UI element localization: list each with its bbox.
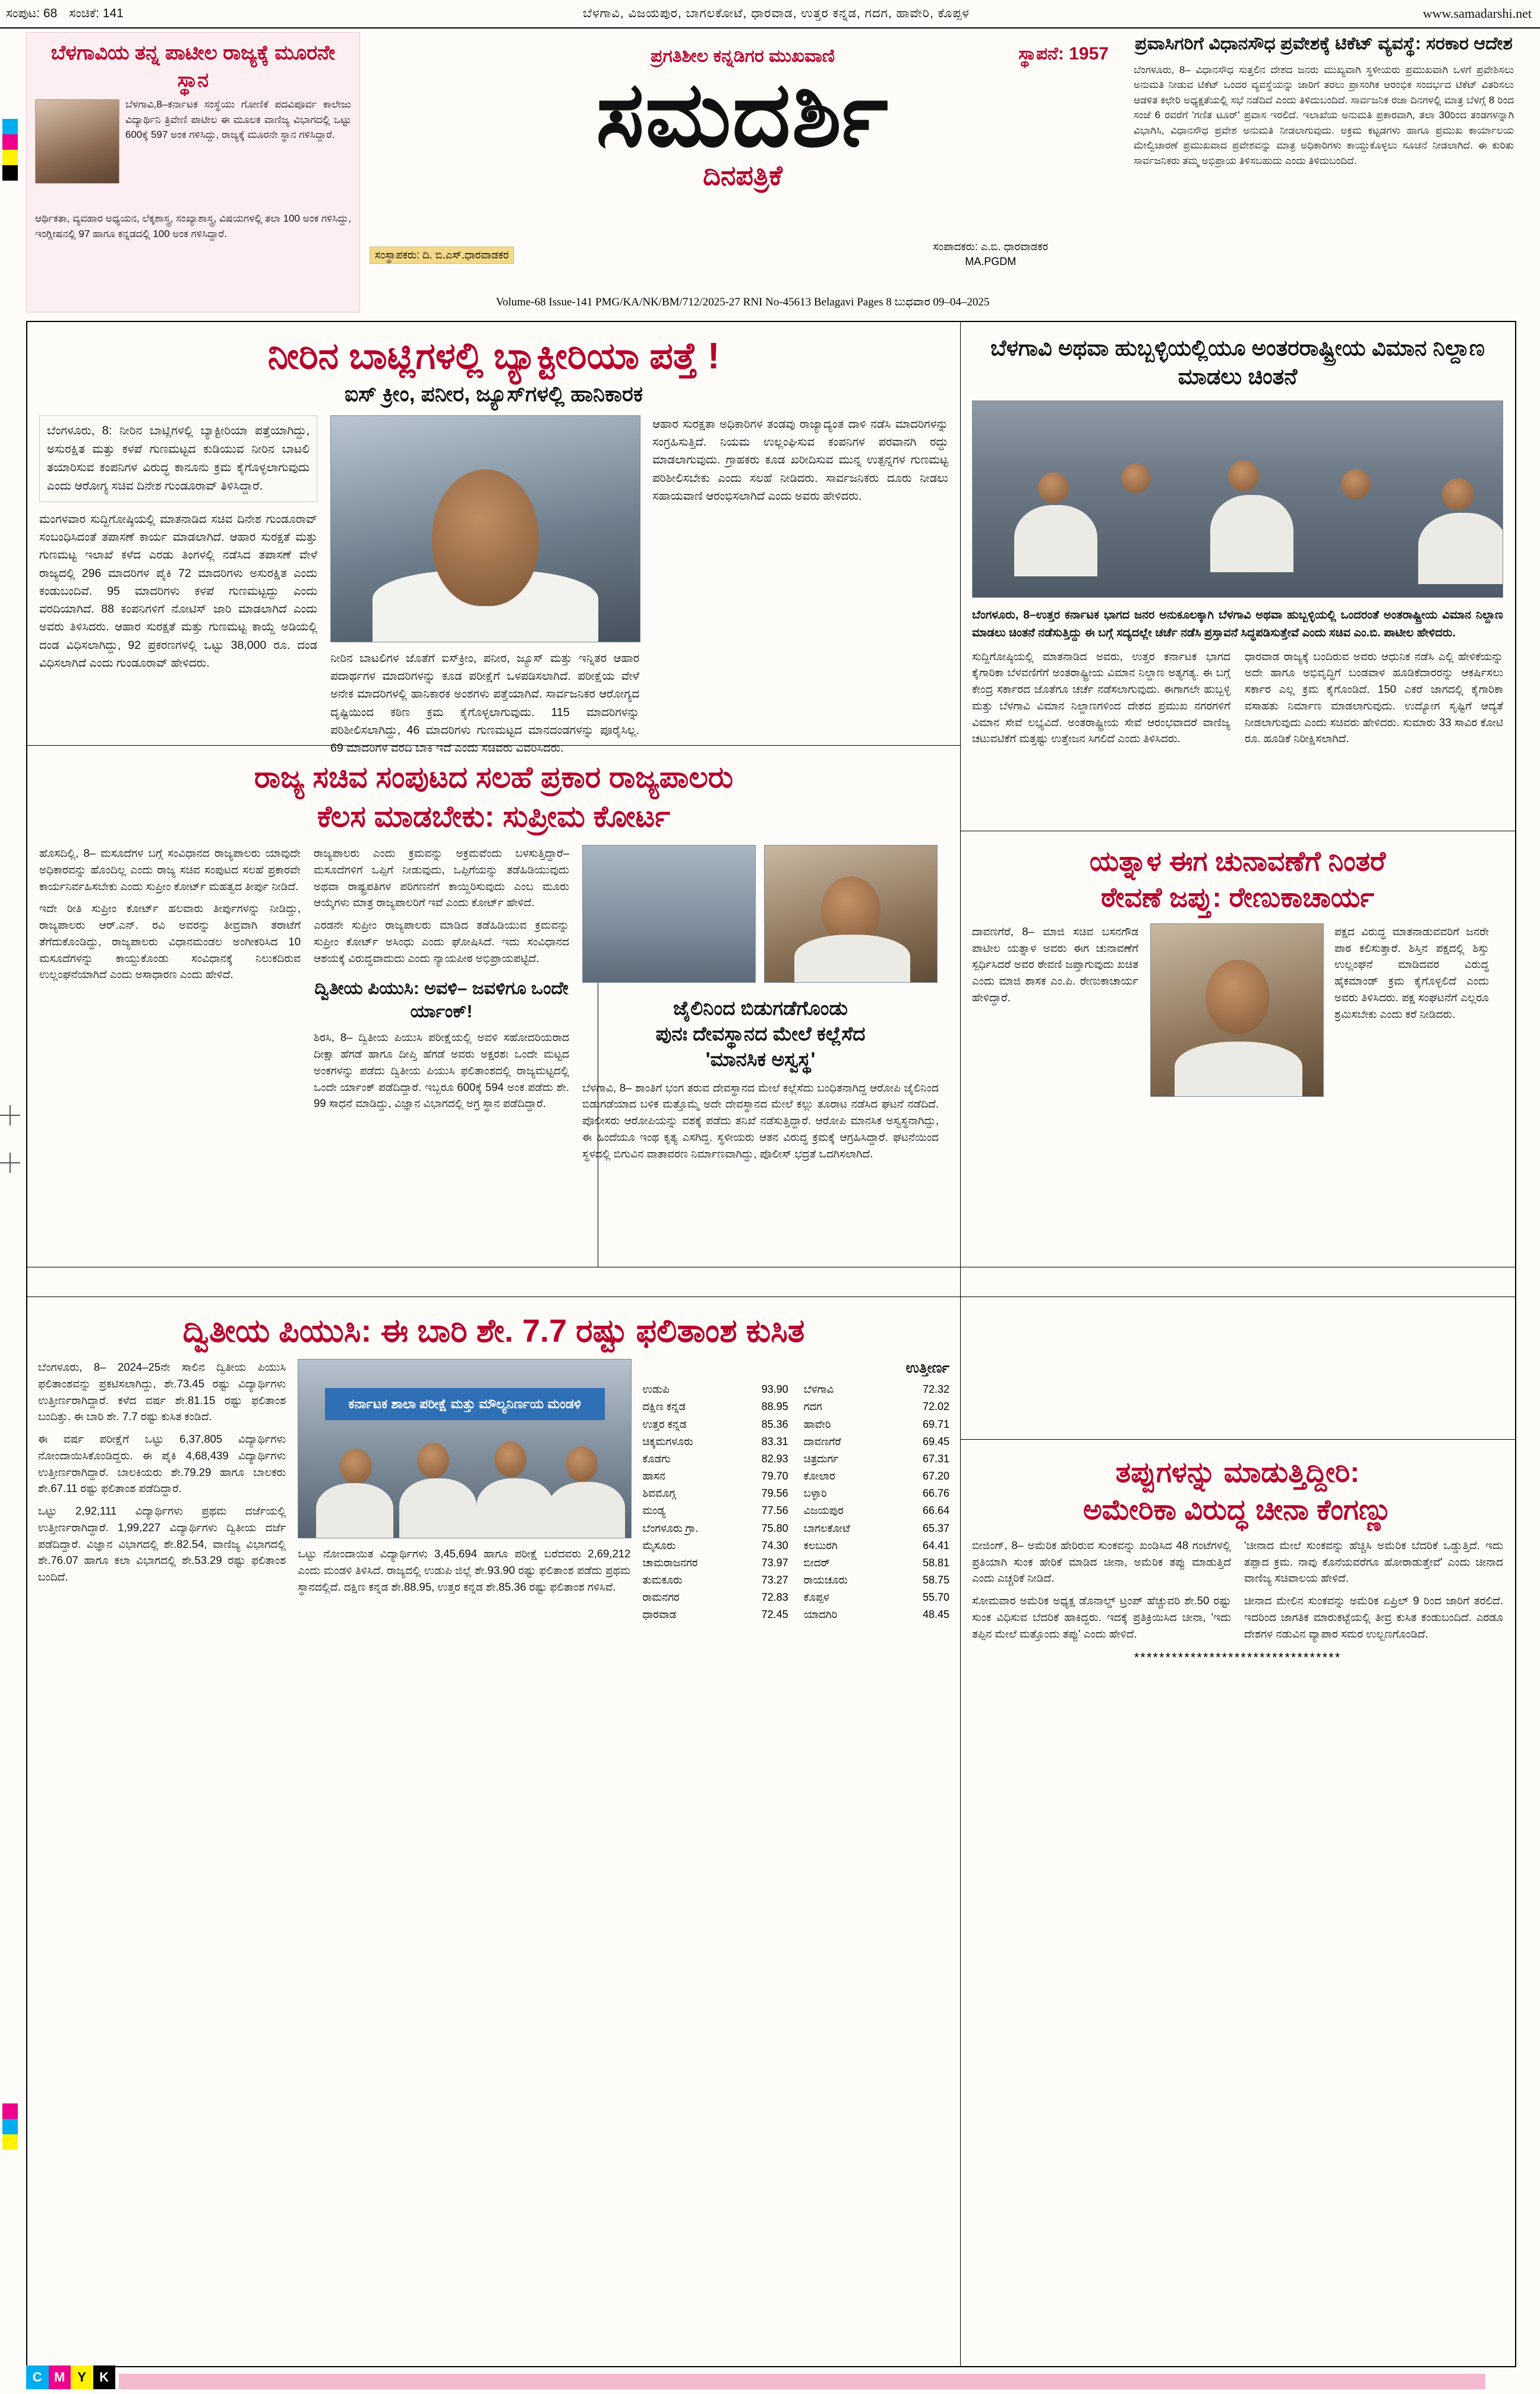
color-bar-yellow-2 <box>2 2134 18 2150</box>
district-percent: 48.45 <box>922 1608 949 1621</box>
volume-line: Volume-68 Issue-141 PMG/KA/NK/BM/712/2025-27 RNI No-45613 Belagavi Pages 8 ಬುಧವಾರ 09–04–2025 <box>496 296 990 308</box>
cmyk-m: M <box>49 2365 71 2389</box>
masthead-right-headline: ಪ್ರವಾಸಿಗರಿಗೆ ವಿಧಾನಸೌಧ ಪ್ರವೇಶಕ್ಕೆ ಟಿಕೆಟ್ ವ್ಯವಸ್ಥೆ: ಸರಕಾರ ಆದೇಶ <box>1135 34 1513 53</box>
district-name: ಬೀದರ್ <box>803 1556 830 1569</box>
district-name: ಗದಗ <box>803 1401 822 1413</box>
jail-body: ಬೆಳಗಾವಿ, 8– ಶಾಂತಿಗೆ ಭಂಗ ತರುವ ದೇವಸ್ಥಾನದ ಮೇಲೆ ಕಲ್ಲೆಸೆದು ಬಂಧಿತನಾಗಿದ್ದ ಆರೋಪಿ ಜೈಲಿನಿಂದ ಬಿಡುಗಡೆಯಾದ ಬಳಿಕ ಮತ್ತೊಮ್ಮೆ ಅದೇ ದೇವಸ್ಥಾನದ ಮೇಲೆ ಕಲ್ಲು ತೂರಾಟ ನಡೆಸಿದ ಘಟನೆ ನಡೆದಿದೆ. ಪೊಲೀಸರು ಆರೋಪಿಯನ್ನು ವಶಕ್ಕೆ ಪಡೆದು ತನಿಖೆ ನಡೆಸುತ್ತಿದ್ದಾರೆ. ಆರೋಪಿ ಮಾನಸಿಕ ಅಸ್ವಸ್ಥನಾಗಿದ್ದು, ಈ ಹಿಂದೆಯೂ ಇಂಥ ಕೃತ್ಯ ಎಸಗಿದ್ದ. ಸ್ಥಳೀಯರು ಆತನ ವಿರುದ್ಧ ಕ್ರಮಕ್ಕೆ ಆಗ್ರಹಿಸಿದ್ದಾರೆ. ಘಟನೆಯಿಂದ ಸ್ಥಳದಲ್ಲಿ ಬಿಗುವಿನ ವಾತಾವರಣ ನಿರ್ಮಾಣವಾಗಿದ್ದು, ಪೊಲೀಸ್ ಭದ್ರತೆ ಒದಗಿಸಲಾಗಿದೆ. <box>582 1081 939 1160</box>
twins-body: ಶಿರಸಿ, 8– ದ್ವಿತೀಯ ಪಿಯುಸಿ ಪರೀಕ್ಷೆಯಲ್ಲಿ ಅವಳಿ ಸಹೋದರಿಯರಾದ ದೀಕ್ಷಾ ಹೆಗಡೆ ಹಾಗೂ ದೀಪ್ತಿ ಹೆಗಡೆ ಅವರು ಅಕ್ಷರಶಃ ಒಂದೇ ಮಟ್ಟದ ಅಂಕಗಳನ್ನು ಪಡೆದು ದ್ವಿತೀಯ ಪಿಯುಸಿ ಫಲಿತಾಂಶದಲ್ಲಿ ರಾಜ್ಯಮಟ್ಟದಲ್ಲಿ ಒಂದೇ ರ್ಯಾಂಕ್ ಪಡೆದಿದ್ದಾರೆ. ಇಬ್ಬರೂ 600ಕ್ಕೆ 594 ಅಂಕ ಪಡೆದು ಶೇ. 99 ಸಾಧನೆ ಮಾಡಿದ್ದು, ವಿಜ್ಞಾನ ವಿಭಾಗದಲ್ಲಿ ಅಗ್ರ ಸ್ಥಾನ ಪಡೆದಿದ್ದಾರೆ. <box>314 1031 569 1110</box>
district-name: ಕೊಪ್ಪಳ <box>803 1591 829 1604</box>
district-percent: 55.70 <box>922 1591 949 1604</box>
color-bar-cyan-2 <box>2 2119 18 2134</box>
masthead-center <box>366 29 1119 315</box>
district-percent: 72.02 <box>922 1401 949 1413</box>
masthead-left-body: ಬೆಳಗಾವಿ,8–ಕರ್ನಾಟಕ ಸಂಸ್ಥೆಯು ಗೋಣಿಕೆ ಪದವಿಪೂರ್ವ ಕಾಲೇಜು ವಿದ್ಯಾರ್ಥಿನಿ ತ್ರಿವೇಣಿ ಪಾಟೀಲ ಈ ಮೂಲಕ ವಾಣಿಜ್ಯ ವಿಭಾಗದಲ್ಲಿ ಒಟ್ಟು 600ಕ್ಕೆ 597 ಅಂಕ ಗಳಿಸಿದ್ದು, ರಾಜ್ಯಕ್ಕೆ ಮೂರನೇ ಸ್ಥಾನ ಗಳಿಸಿದ್ದಾರೆ. <box>125 99 351 140</box>
airport-deck: ಬೆಂಗಳೂರು, 8–ಉತ್ತರ ಕರ್ನಾಟಕ ಭಾಗದ ಜನರ ಅನುಕೂಲಕ್ಕಾಗಿ ಬೆಳಗಾವಿ ಅಥವಾ ಹುಬ್ಬಳ್ಳಿಯಲ್ಲಿ ಒಂದರಂತೆ ಅಂತರಾಷ್ಟ್ರೀಯ ವಿಮಾನ ನಿಲ್ದಾಣ ಮಾಡಲು ಚಿಂತನೆ ನಡೆಸುತ್ತಿದ್ದು ಈ ಬಗ್ಗೆ ಸದ್ಯದಲ್ಲೇ ಚರ್ಚೆ ನಡೆಸಿ ಪ್ರಸ್ತಾವನೆ ಸಿದ್ಧಪಡಿಸುತ್ತೇವೆ ಎಂದು ಸಚಿವ ಎಂ.ಬಿ. ಪಾಟೀಲ ಹೇಳಿದರು. <box>972 608 1503 640</box>
district-name: ರಾಯಚೂರು <box>803 1574 848 1586</box>
puc-headline: ದ್ವಿತೀಯ ಪಿಯುಸಿ: ಈ ಬಾರಿ ಶೇ. 7.7 ರಷ್ಟು ಫಲಿತಾಂಶ ಕುಸಿತ <box>182 1313 805 1349</box>
result-announcement-photo <box>298 1359 632 1538</box>
district-result-row <box>804 1468 949 1485</box>
district-percent: 67.31 <box>922 1452 949 1465</box>
color-bar-magenta-2 <box>2 2103 18 2119</box>
editor-credit <box>933 239 1048 269</box>
china-col2: 'ಚೀನಾದ ಮೇಲೆ ಸುಂಕವನ್ನು ಹೆಚ್ಚಿಸಿ ಅಮೆರಿಕ ಬೆದರಿಕೆ ಒಡ್ಡುತ್ತಿದೆ. ಇದು ತಪ್ಪಾದ ಕ್ರಮ. ನಾವು ಕೊನೆಯವರೆಗೂ ಹೋರಾಡುತ್ತೇವೆ' ಎಂದು ಚೀನಾದ ವಾಣಿಜ್ಯ ಸಚಿವಾಲಯ ಹೇಳಿದೆ. <box>1244 1538 1503 1585</box>
bottom-color-band <box>119 2374 1485 2389</box>
issue-label: ಸಂಚಿಕೆ: 141 <box>69 7 124 20</box>
puc-story <box>27 1301 960 1623</box>
volume-label: ಸಂಪುಟ: 68 <box>6 7 58 20</box>
jail-headline-line2: ಪುನಃ ದೇವಸ್ಥಾನದ ಮೇಲೆ ಕಲ್ಲೆಸೆದ <box>655 1022 866 1045</box>
district-result-row <box>804 1589 949 1606</box>
district-name: ಶಿವಮೊಗ್ಗ <box>642 1487 676 1500</box>
district-name: ದಾವಣಗೆರೆ <box>803 1435 841 1447</box>
district-percent: 77.56 <box>761 1504 788 1517</box>
district-result-row <box>804 1416 949 1433</box>
registration-mark-left <box>0 1105 20 1125</box>
district-percent: 93.90 <box>761 1383 788 1396</box>
district-percent: 73.97 <box>761 1556 788 1569</box>
district-percent: 64.41 <box>922 1539 949 1551</box>
district-result-row <box>804 1572 949 1589</box>
governor-col1: ಹೊಸದಿಲ್ಲಿ, 8– ಮಸೂದೆಗಳ ಬಗ್ಗೆ ಸಂವಿಧಾನದ ರಾಜ್ಯಪಾಲರು ಯಾವುದೇ ಅಧಿಕಾರವನ್ನು ಹೊಂದಿಲ್ಲ ಎಂದು ರಾಜ್ಯ ಸಚಿವ ಸಂಪುಟದ ಸಲಹೆ ಪ್ರಕಾರವೇ ಕಾರ್ಯನಿರ್ವಹಿಸಬೇಕು ಎಂದು ಸುಪ್ರೀಂ ಕೋರ್ಟ್ ಮಹತ್ವದ ತೀರ್ಪು ನೀಡಿದೆ. <box>39 847 301 892</box>
china-headline-line2: ಅಮೇರಿಕಾ ವಿರುದ್ಧ ಚೀನಾ ಕೆಂಗಣ್ಣು <box>1083 1494 1392 1526</box>
tagline: ಪ್ರಗತಿಶೀಲ ಕನ್ನಡಿಗರ ಮುಖವಾಣಿ <box>650 46 835 66</box>
china-headline-line1: ತಪ್ಪುಗಳನ್ನು ಮಾಡುತ್ತಿದ್ದೀರಿ: <box>1115 1457 1360 1488</box>
puc-col3: ಒಟ್ಟು ನೋಂದಾಯಿತ ವಿದ್ಯಾರ್ಥಿಗಳು 3,45,694 ಹಾಗೂ ಪರೀಕ್ಷೆ ಬರೆದವರು 2,69,212 ಎಂದು ಮಂಡಳಿ ತಿಳಿಸಿದೆ. ರಾಜ್ಯದಲ್ಲಿ ಉಡುಪಿ ಜಿಲ್ಲೆ ಶೇ.93.90 ರಷ್ಟು ಫಲಿತಾಂಶ ಪಡೆದು ಪ್ರಥಮ ಸ್ಥಾನದಲ್ಲಿದೆ. ದಕ್ಷಿಣ ಕನ್ನಡ ಶೇ.88.95, ಉತ್ತರ ಕನ್ನಡ ಶೇ.85.36 ರಷ್ಟು ಫಲಿತಾಂಶ ಗಳಿಸಿವೆ. <box>298 1547 631 1593</box>
district-name: ಕೊಡಗು <box>642 1452 671 1465</box>
district-name: ಹಾವೇರಿ <box>803 1418 831 1430</box>
renuka-story <box>960 833 1515 1097</box>
district-result-row <box>642 1572 788 1589</box>
district-result-row <box>642 1468 788 1485</box>
district-name: ಚಿತ್ರದುರ್ಗ <box>803 1452 839 1465</box>
china-col1b: ಸೋಮವಾರ ಅಮೆರಿಕ ಅಧ್ಯಕ್ಷ ಡೊನಾಲ್ಡ್ ಟ್ರಂಪ್ ಹೆಚ್ಚುವರಿ ಶೇ.50 ರಷ್ಟು ಸುಂಕ ವಿಧಿಸುವ ಬೆದರಿಕೆ ಹಾಕಿದ್ದರು. ಇದಕ್ಕೆ ಪ್ರತಿಕ್ರಿಯಿಸಿದ ಚೀನಾ, 'ಇದು ತಪ್ಪಿನ ಮೇಲೆ ಮತ್ತೊಂದು ತಪ್ಪು' ಎಂದು ಹೇಳಿದೆ. <box>972 1594 1231 1640</box>
district-name: ಉತ್ತರ ಕನ್ನಡ <box>642 1418 687 1430</box>
district-name: ಬೆಳಗಾವಿ <box>803 1383 834 1396</box>
governor-portrait-photo <box>764 845 938 983</box>
district-name: ದಕ್ಷಿಣ ಕನ್ನಡ <box>642 1401 686 1413</box>
district-percent: 58.75 <box>922 1574 949 1586</box>
district-name: ಕೋಲಾರ <box>803 1470 835 1483</box>
district-name: ಹಾಸನ <box>642 1470 665 1483</box>
photo-banner-text: ಕರ್ನಾಟಕ ಶಾಲಾ ಪರೀಕ್ಷೆ ಮತ್ತು ಮೌಲ್ಯನಿರ್ಣಯ ಮಂಡಳಿ <box>325 1388 604 1420</box>
founder-credit: ಸಂಸ್ಥಾಪಕರು: ದಿ. ಬಿ.ಎಸ್.ಧಾರವಾಡಕರ <box>370 247 514 264</box>
masthead-right-story <box>1134 32 1514 311</box>
district-percent: 75.80 <box>761 1522 788 1534</box>
paper-subtitle: ದಿನಪತ್ರಿಕೆ <box>703 159 782 191</box>
supreme-court-photo <box>582 845 756 983</box>
lead-subhead: ಐಸ್ ಕ್ರೀಂ, ಪನೀರ, ಜ್ಯೂಸ್‌ಗಳಲ್ಲಿ ಹಾನಿಕಾರಕ <box>344 381 643 406</box>
district-result-row <box>642 1554 788 1572</box>
airport-story <box>960 322 1515 747</box>
district-percent: 65.37 <box>922 1522 949 1534</box>
cmyk-k: K <box>93 2365 116 2389</box>
governor-story <box>27 747 960 1162</box>
district-result-row <box>642 1589 788 1606</box>
cmyk-indicator <box>26 2365 115 2389</box>
district-name: ವಿಜಯಪುರ <box>803 1504 844 1517</box>
district-name: ಚಿಕ್ಕಮಗಳೂರು <box>642 1435 693 1447</box>
district-result-row <box>804 1433 949 1450</box>
masthead-right-body: ಬೆಂಗಳೂರು, 8– ವಿಧಾನಸೌಧ ಸುತ್ತಲಿನ ದೇಶದ ಜನರು ಮುಖ್ಯವಾಗಿ ಸ್ಥಳೀಯರು ಪ್ರಮುಖವಾಗಿ ಒಳಗೆ ಪ್ರವೇಶಿಸಲು ಅನುಮತಿ ನೀಡುವ ಟಿಕೆಟ್ ಒಂದರ ವ್ಯವಸ್ಥೆಯನ್ನು ಜಾರಿಗೆ ತರಲು ಪ್ರಾಸಂಗಿಕ ಆರಂಭಿಕ ಸಂದರ್ಭದ ಟಿಕೆಟ್ ವಿತರಿಸಲು ಆಡಳಿತ ಕಛೇರಿ ಅಧ್ಯಕ್ಷತೆಯಲ್ಲಿ ಸಭೆ ನಡೆದಿದೆ ಎಂದು ತಿಳಿದುಬಂದಿದೆ. ಸಾರ್ವಜನಿಕ ರಜಾ ದಿನಗಳಲ್ಲಿ ಮಾತ್ರ ಬೆಳಗ್ಗೆ 8 ರಿಂದ ಸಂಜೆ 6 ರವರೆಗೆ 'ಗಣಿತ ಟೂರ್' ಪ್ರವಾಸ ಇರಲಿದೆ. ಇಲಾಖೆಯ ಅನುಮತಿ ಪ್ರಕಾರವಾಗಿ, ತಲಾ 30ರಿಂದ ತಂಡಗಳನ್ನಾಗಿ ವಿಭಾಗಿಸಿ, ವಿಧಾನಸೌಧ ಪ್ರವೇಶ ಅನುಮತಿ ನೀಡಲಾಗುವುದು. ಅಕ್ರಮ ಕಟ್ಟಡಗಳು ಹಾಗೂ ಪ್ರಮುಖ ಕಾರ್ಯಾಲಯ ಮೇಲ್ವಿಚಾರಣೆ ಪ್ರಮುಖವಾದ ಪ್ರವೇಶವನ್ನು ಮಾತ್ರ ಅಧಿಕಾರಿಗಳು ಕಾಯ್ದುಕೊಳ್ಳಲು ಸೂಚನೆ ನೀಡಲಾಗಿದೆ. ಈ ಕುರಿತು ಸಾರ್ವಜನಿಕರು ತಮ್ಮ ಅಭಿಪ್ರಾಯ ತಿಳಿಸಬಹುದು ಎಂದು ತಿಳಿದುಬಂದಿದೆ. <box>1134 64 1514 166</box>
district-name: ಬಳ್ಳಾರಿ <box>803 1487 827 1500</box>
district-name: ರಾಮನಗರ <box>642 1591 680 1604</box>
district-percent: 79.56 <box>761 1487 788 1500</box>
district-result-row <box>804 1606 949 1623</box>
district-percent: 82.93 <box>761 1452 788 1465</box>
established-year: ಸ್ಥಾಪನೆ: 1957 <box>1018 44 1109 64</box>
district-result-row <box>642 1450 788 1468</box>
editor-name: ಸಂಪಾದಕರು: ಎ.ಬಿ. ಧಾರವಾಡಕರ <box>933 241 1048 253</box>
student-photo <box>35 99 119 184</box>
district-percent: 66.64 <box>922 1504 949 1517</box>
district-percent: 66.76 <box>922 1487 949 1500</box>
district-percent: 88.95 <box>761 1401 788 1413</box>
renuka-col1: ದಾವಣಗೆರೆ, 8– ಮಾಜಿ ಸಚಿವ ಬಸನಗೌಡ ಪಾಟೀಲ ಯತ್ನಾಳ ಅವರು ಈಗ ಚುನಾವಣೆಗೆ ಸ್ಪರ್ಧಿಸಿದರೆ ಅವರ ಠೇವಣಿ ಜಪ್ತಾಗುವುದು ಖಚಿತ ಎಂದು ಮಾಜಿ ಶಾಸಕ ಎಂ.ಪಿ. ರೇಣುಕಾಚಾರ್ಯ ಹೇಳಿದ್ದಾರೆ. <box>972 925 1138 1004</box>
registration-mark-left-2 <box>0 1153 20 1173</box>
district-result-row <box>642 1502 788 1519</box>
district-name: ತುಮಕೂರು <box>642 1574 683 1586</box>
governor-col2: ರಾಜ್ಯಪಾಲರು ಎಂದು ಕ್ರಮವನ್ನು ಅಕ್ರಮವೆಂದು ಬಳಸುತ್ತಿದ್ದಾರೆ– ಮಸೂದೆಗಳಿಗೆ ಒಪ್ಪಿಗೆ ನೀಡುವುದು, ಒಪ್ಪಿಗೆಯನ್ನು ತಡೆಹಿಡಿಯುವುದು ಅಥವಾ ರಾಷ್ಟ್ರಪತಿಗಳ ಪರಿಗಣನೆಗೆ ಕಾಯ್ದಿರಿಸುವುದು ಎಂಬ ಮೂರು ಆಯ್ಕೆಗಳು ಮಾತ್ರ ರಾಜ್ಯಪಾಲರಿಗೆ ಇವೆ ಎಂದು ಕೋರ್ಟ್ ಹೇಳಿದೆ. <box>314 847 569 909</box>
district-name: ಬೆಂಗಳೂರು ಗ್ರಾ. <box>642 1522 699 1534</box>
district-result-row <box>804 1520 949 1537</box>
district-result-row <box>642 1537 788 1554</box>
district-result-row <box>804 1381 949 1398</box>
district-percent: 67.20 <box>922 1470 949 1483</box>
district-result-row <box>642 1381 788 1398</box>
governor-col1b: ಇದೇ ರೀತಿ ಸುಪ್ರೀಂ ಕೋರ್ಟ್ ಹಲವಾರು ತೀರ್ಪುಗಳನ್ನು ನೀಡಿದ್ದು, ರಾಜ್ಯಪಾಲರು ಆರ್.ಎನ್. ರವಿ ಅವರನ್ನು ತೀವ್ರವಾಗಿ ತರಾಟೆಗೆ ತೆಗೆದುಕೊಂಡಿದ್ದು, ರಾಜ್ಯಪಾಲರು ವಿಧಾನಮಂಡಲ ಅಂಗೀಕರಿಸಿದ 10 ಮಸೂದೆಗಳನ್ನು ಕಾಯ್ದುಕೊಂಡು ಸಂವಿಧಾನಕ್ಕೆ ನಿಲುಕದಿರುವ ಉಲ್ಲಂಘನೆಯಾಗಿದೆ ಎಂದು ಅಸಾಧಾರಣ ಎಂದು ಹೇಳಿದೆ. <box>39 902 301 981</box>
district-percent: 72.45 <box>761 1608 788 1621</box>
district-result-row <box>642 1433 788 1450</box>
district-name: ಮಂಡ್ಯ <box>642 1504 666 1517</box>
editions-list: ಬೆಳಗಾವಿ, ವಿಜಯಪುರ, ಬಾಗಲಕೋಟೆ, ಧಾರವಾಡ, ಉತ್ತರ ಕನ್ನಡ, ಗದಗ, ಹಾವೇರಿ, ಕೊಪ್ಪಳ <box>582 7 970 20</box>
paper-title: ಸಮದರ್ಶಿ <box>596 64 889 165</box>
district-name: ಬಾಗಲಕೋಟೆ <box>803 1522 850 1534</box>
district-name: ಉಡುಪಿ <box>642 1383 670 1396</box>
divider-h4 <box>960 1439 1515 1440</box>
district-percent: 74.30 <box>761 1539 788 1551</box>
content-frame <box>26 321 1516 2367</box>
district-percent: 72.32 <box>922 1383 949 1396</box>
jail-headline-line1: ಜೈಲಿನಿಂದ ಬಿಡುಗಡೆಗೊಂಡು <box>673 997 848 1019</box>
masthead-left-story <box>26 32 360 313</box>
district-result-row <box>642 1606 788 1623</box>
china-col2b: ಚೀನಾದ ಮೇಲಿನ ಸುಂಕವನ್ನು ಅಮೆರಿಕ ಏಪ್ರಿಲ್ 9 ರಿಂದ ಜಾರಿಗೆ ತರಲಿದೆ. ಇದರಿಂದ ಜಾಗತಿಕ ಮಾರುಕಟ್ಟೆಯಲ್ಲಿ ತೀವ್ರ ಕುಸಿತ ಕಂಡುಬಂದಿದೆ. ಎರಡೂ ದೇಶಗಳ ನಡುವಿನ ವ್ಯಾಪಾರ ಸಮರ ಉಲ್ಬಣಗೊಂಡಿದೆ. <box>1244 1594 1503 1640</box>
puc-col1: ಬೆಂಗಳೂರು, 8– 2024–25ನೇ ಸಾಲಿನ ದ್ವಿತೀಯ ಪಿಯುಸಿ ಫಲಿತಾಂಶವನ್ನು ಪ್ರಕಟಿಸಲಾಗಿದ್ದು, ಶೇ.73.45 ರಷ್ಟು ವಿದ್ಯಾರ್ಥಿಗಳು ಉತ್ತೀರ್ಣರಾಗಿದ್ದಾರೆ. ಕಳೆದ ವರ್ಷ ಶೇ.81.15 ರಷ್ಟು ಫಲಿತಾಂಶ ಬಂದಿತ್ತು. ಈ ಬಾರಿ ಶೇ. 7.7 ರಷ್ಟು ಕುಸಿತ ಕಂಡಿದೆ. <box>38 1361 286 1423</box>
district-name: ಯಾದಗಿರಿ <box>803 1608 838 1621</box>
editor-degree: MA.PGDM <box>965 255 1017 267</box>
district-result-row <box>642 1520 788 1537</box>
website-url[interactable]: www.samadarshi.net <box>1422 6 1532 21</box>
district-result-row <box>642 1398 788 1415</box>
masthead-left-body2: ಆರ್ಥಿಕತಾ, ವ್ಯವಹಾರ ಅಧ್ಯಯನ, ಲೆಕ್ಕಶಾಸ್ತ್ರ, ಸಂಖ್ಯಾಶಾಸ್ತ್ರ, ವಿಷಯಗಳಲ್ಲಿ ತಲಾ 100 ಅಂಕ ಗಳಿಸಿದ್ದು, ಇಂಗ್ಲೀಷನಲ್ಲಿ 97 ಹಾಗೂ ಕನ್ನಡದಲ್ಲಿ 100 ಅಂಕ ಗಳಿಸಿದ್ದಾರೆ. <box>35 213 351 239</box>
district-name: ಮೈಸೂರು <box>642 1539 676 1551</box>
district-results-list <box>642 1381 949 1623</box>
district-result-row <box>642 1485 788 1502</box>
district-percent: 69.71 <box>922 1418 949 1430</box>
district-result-row <box>804 1554 949 1572</box>
district-result-row <box>804 1485 949 1502</box>
governor-headline-line2: ಕೆಲಸ ಮಾಡಬೇಕು: ಸುಪ್ರೀಮ ಕೋರ್ಟ <box>317 800 671 833</box>
district-result-row <box>804 1502 949 1519</box>
lead-col1: ಮಂಗಳವಾರ ಸುದ್ದಿಗೋಷ್ಠಿಯಲ್ಲಿ ಮಾತನಾಡಿದ ಸಚಿವ ದಿನೇಶ ಗುಂಡೂರಾವ್ ಸಂಬಂಧಿಸಿದಂತೆ ತಪಾಸಣೆ ಕಾರ್ಯ ಮಾಡಲಾಗಿದೆ. ಆಹಾರ ಸುರಕ್ಷತೆ ಮತ್ತು ಗುಣಮಟ್ಟ ಇಲಾಖೆ ಕಳೆದ ಎರಡು ತಿಂಗಳಲ್ಲಿ ನಡೆಸಿದ ತಪಾಸಣೆ ವೇಳೆ ರಾಜ್ಯದಲ್ಲಿ 296 ಮಾದರಿಗಳ ಪೈಕಿ 72 ಮಾದರಿಗಳು ಅಸುರಕ್ಷಿತ ಎಂದು ಕಂಡುಬಂದಿವೆ. 95 ಮಾದರಿಗಳು ಕಳಪೆ ಗುಣಮಟ್ಟದ್ದು ಎಂದು ವರದಿಯಾಗಿದೆ. 88 ಕಂಪನಿಗಳಿಗೆ ನೋಟಿಸ್ ಜಾರಿ ಮಾಡಲಾಗಿದೆ ಎಂದು ಅವರು ತಿಳಿಸಿದರು. ಆಹಾರ ಸುರಕ್ಷತೆ ಮತ್ತು ಗುಣಮಟ್ಟ ಕಾಯ್ದೆ ಅಡಿಯಲ್ಲಿ ದಂಡ ವಿಧಿಸಲಾಗಿದ್ದು, 92 ಪ್ರಕರಣಗಳಲ್ಲಿ ಒಟ್ಟು 38,000 ರೂ. ದಂಡ ವಿಧಿಸಲಾಗಿದೆ ಎಂದು ಗುಂಡೂರಾವ್ ಹೇಳಿದರು. <box>39 513 318 670</box>
airport-col2: ಧಾರವಾಡ ರಾಜ್ಯಕ್ಕೆ ಬಂದಿರುವ ಅವರು ಆಧುನಿಕ ನಡೆಸಿ ಎಲ್ಲಿ ಹೇಳಿಕೆಯನ್ನು ಅದೇ ಹಾಗೂ ಅಭಿವೃದ್ಧಿಗೆ ಬಂಡವಾಳ ಹೂಡಿಕೆದಾರರನ್ನು ಆಕರ್ಷಿಸಲು ಸರ್ಕಾರ ಎಲ್ಲ ಕ್ರಮ ಕೈಗೊಂಡಿದೆ. 150 ಎಕರೆ ಜಾಗದಲ್ಲಿ ಕೈಗಾರಿಕಾ ವಸಾಹತು ನಿರ್ಮಾಣ ಮಾಡಲಾಗುವುದು. ಉದ್ಯೋಗ ಸೃಷ್ಟಿಗೆ ಆದ್ಯತೆ ನೀಡಲಾಗುವುದು ಎಂದು ಸಚಿವರು ಹೇಳಿದರು. ಸುಮಾರು 33 ಸಾವಿರ ಕೋಟಿ ರೂ. ಹೂಡಿಕೆ ನಿರೀಕ್ಷಿಸಲಾಗಿದೆ. <box>1245 649 1503 745</box>
governor-col2b: ಎರಡನೇ ಸುಪ್ರೀಂ ರಾಜ್ಯಪಾಲರು ಮಾಡಿದ ತಡೆಹಿಡಿಯುವ ಕ್ರಮವನ್ನು ಸುಪ್ರೀಂ ಕೋರ್ಟ್ ಅಸಿಂಧು ಎಂದು ಘೋಷಿಸಿದೆ. ಇದು ಸಂವಿಧಾನದ ಆಶಯಕ್ಕೆ ವಿರುದ್ಧವಾದುದು ಎಂದು ನ್ಯಾಯಪೀಠ ಅಭಿಪ್ರಾಯಪಟ್ಟಿದೆ. <box>314 919 569 964</box>
twins-headline: ದ್ವಿತೀಯ ಪಿಯುಸಿ: ಅವಳಿ– ಜವಳಿಗೂ ಒಂದೇ ರ್ಯಾಂಕ್! <box>314 979 569 1022</box>
lead-intro: ಬೆಂಗಳೂರು, 8: ನೀರಿನ ಬಾಟ್ಲಿಗಳಲ್ಲಿ ಬ್ಯಾಕ್ಟೀರಿಯಾ ಪತ್ತೆಯಾಗಿದ್ದು, ಅಸುರಕ್ಷಿತ ಮತ್ತು ಕಳಪೆ ಗುಣಮಟ್ಟದ ಕುಡಿಯುವ ನೀರಿನ ಬಾಟಲಿ ತಯಾರಿಸುವ ಕಂಪನಿಗಳ ವಿರುದ್ಧ ಕಾನೂನು ಕ್ರಮ ಕೈಗೊಳ್ಳಲಾಗುವುದು ಎಂದು ಆರೋಗ್ಯ ಸಚಿವ ದಿನೇಶ ಗುಂಡೂರಾವ್ ತಿಳಿಸಿದ್ದಾರೆ. <box>39 415 317 502</box>
district-percent: 79.70 <box>761 1470 788 1483</box>
district-name: ಕಲಬುರಗಿ <box>803 1539 838 1551</box>
puc-district-col-head: ಉತ್ತೀರ್ಣ <box>905 1360 949 1377</box>
renuka-col2: ಪಕ್ಷದ ವಿರುದ್ಧ ಮಾತನಾಡುವವರಿಗೆ ಜನರೇ ಪಾಠ ಕಲಿಸುತ್ತಾರೆ. ಶಿಸ್ತಿನ ಪಕ್ಷದಲ್ಲಿ ಶಿಸ್ತು ಉಲ್ಲಂಘನೆ ಮಾಡಿದವರ ವಿರುದ್ಧ ಹೈಕಮಾಂಡ್ ಕ್ರಮ ಕೈಗೊಳ್ಳಲಿದೆ ಎಂದು ಅವರು ತಿಳಿಸಿದರು. ಪಕ್ಷ ಸಂಘಟನೆಗೆ ಎಲ್ಲರೂ ಶ್ರಮಿಸಬೇಕು ಎಂದು ಕರೆ ನೀಡಿದರು. <box>1334 925 1489 1020</box>
district-percent: 73.27 <box>761 1574 788 1586</box>
lead-story <box>27 322 960 757</box>
district-result-row <box>804 1398 949 1415</box>
top-info-strip <box>0 0 1540 29</box>
lead-headline: ನೀರಿನ ಬಾಟ್ಲಿಗಳಲ್ಲಿ ಬ್ಯಾಕ್ಟೀರಿಯಾ ಪತ್ತೆ ! <box>267 336 720 377</box>
lead-col3: ಆಹಾರ ಸುರಕ್ಷತಾ ಅಧಿಕಾರಿಗಳ ತಂಡವು ರಾಜ್ಯಾದ್ಯಂತ ದಾಳಿ ನಡೆಸಿ ಮಾದರಿಗಳನ್ನು ಸಂಗ್ರಹಿಸುತ್ತಿದೆ. ನಿಯಮ ಉಲ್ಲಂಘಿಸುವ ಕಂಪನಿಗಳ ಪರವಾನಗಿ ರದ್ದು ಮಾಡಲಾಗುವುದು. ಗ್ರಾಹಕರು ಕೂಡ ಖರೀದಿಸುವ ಮುನ್ನ ಉತ್ಪನ್ನಗಳ ಗುಣಮಟ್ಟ ಪರಿಶೀಲಿಸಬೇಕು ಎಂದು ಸಲಹೆ ನೀಡಿದರು. ಸಾರ್ವಜನಿಕರು ದೂರು ನೀಡಲು ಸಹಾಯವಾಣಿ ಆರಂಭಿಸಲಾಗಿದೆ ಎಂದು ಅವರು ಹೇಳಿದರು. <box>652 418 948 503</box>
renuka-headline-line2: ಠೇವಣೆ ಜಪ್ತು: ರೇಣುಕಾಚಾರ್ಯ <box>1101 881 1374 913</box>
renuka-headline-line1: ಯತ್ನಾಳ ಈಗ ಚುನಾವಣೆಗೆ ನಿಂತರೆ <box>1089 846 1386 876</box>
district-percent: 72.83 <box>761 1591 788 1604</box>
china-col1: ಬೀಜಿಂಗ್, 8– ಅಮೆರಿಕ ಹೇರಿರುವ ಸುಂಕವನ್ನು ಖಂಡಿಸಿದ 48 ಗಂಟೆಗಳಲ್ಲಿ ಪ್ರತಿಯಾಗಿ ಸುಂಕ ಹೇರಿಕೆ ಮಾಡಿದ ಚೀನಾ, ಅಮೆರಿಕ ತಪ್ಪು ಮಾಡುತ್ತಿದೆ ಎಂದು ಎಚ್ಚರಿಕೆ ನೀಡಿದೆ. <box>972 1538 1231 1585</box>
masthead-left-headline: ಬೆಳಗಾವಿಯ ತನ್ನ ಪಾಟೀಲ ರಾಜ್ಯಕ್ಕೆ ಮೂರನೇ ಸ್ಥಾನ <box>51 42 336 92</box>
district-name: ಧಾರವಾಡ <box>642 1608 677 1621</box>
cmyk-c: C <box>26 2365 49 2389</box>
district-result-row <box>804 1450 949 1468</box>
airport-col1: ಸುದ್ದಿಗೋಷ್ಠಿಯಲ್ಲಿ ಮಾತನಾಡಿದ ಅವರು, ಉತ್ತರ ಕರ್ನಾಟಕ ಭಾಗದ ಕೈಗಾರಿಕಾ ಬೆಳವಣಿಗೆಗೆ ಅಂತರಾಷ್ಟ್ರೀಯ ವಿಮಾನ ನಿಲ್ದಾಣ ಅತ್ಯಗತ್ಯ. ಈ ಬಗ್ಗೆ ಕೇಂದ್ರ ಸರ್ಕಾರದ ಜೊತೆಗೂ ಚರ್ಚೆ ನಡೆಸಲಾಗುವುದು. ಈಗಾಗಲೇ ಹುಬ್ಬಳ್ಳಿ ಮತ್ತು ಬೆಳಗಾವಿ ವಿಮಾನ ನಿಲ್ದಾಣಗಳಿಂದ ದೇಶದ ಪ್ರಮುಖ ನಗರಗಳಿಗೆ ವಿಮಾನ ಸೇವೆ ಲಭ್ಯವಿದೆ. ಅಂತರಾಷ್ಟ್ರೀಯ ಸೇವೆ ಆರಂಭವಾದರೆ ವಾಣಿಜ್ಯ ಚಟುವಟಿಕೆಗೆ ಮತ್ತಷ್ಟು ಉತ್ತೇಜನ ಸಿಗಲಿದೆ ಎಂದು ತಿಳಿಸಿದರು. <box>972 649 1230 745</box>
district-percent: 58.81 <box>922 1556 949 1569</box>
china-story <box>960 1444 1515 1666</box>
lead-col2: ನೀರಿನ ಬಾಟಲಿಗಳ ಜೊತೆಗೆ ಐಸ್‌ಕ್ರೀಂ, ಪನೀರ, ಜ್ಯೂಸ್ ಮತ್ತು ಇನ್ನಿತರ ಆಹಾರ ಪದಾರ್ಥಗಳ ಮಾದರಿಗಳನ್ನು ಕೂಡ ಪರೀಕ್ಷೆಗೆ ಒಳಪಡಿಸಲಾಗಿದೆ. ಪರೀಕ್ಷೆಯ ವೇಳೆ ಅನೇಕ ಮಾದರಿಗಳಲ್ಲಿ ಹಾನಿಕಾರಕ ಅಂಶಗಳು ಪತ್ತೆಯಾಗಿವೆ. ಸಾರ್ವಜನಿಕರ ಆರೋಗ್ಯದ ದೃಷ್ಟಿಯಿಂದ ಕಠಿಣ ಕ್ರಮ ಕೈಗೊಳ್ಳಲಾಗುವುದು. 115 ಮಾದರಿಗಳನ್ನು ಪರಿಶೀಲಿಸಲಾಗಿದ್ದು, 46 ಮಾದರಿಗಳು ಗುಣಮಟ್ಟದ ಮಾನದಂಡಗಳನ್ನು ಪೂರೈಸಿಲ್ಲ. 69 ಮಾದರಿಗಳ ವರದಿ ಬಾಕಿ ಇದೆ ಎಂದು ಸಚಿವರು ವಿವರಿಸಿದರು. <box>330 652 640 755</box>
district-name: ಚಾಮರಾಜನಗರ <box>642 1556 698 1569</box>
renuka-portrait-photo <box>1150 923 1324 1097</box>
puc-col2: ಒಟ್ಟು 2,92,111 ವಿದ್ಯಾರ್ಥಿಗಳು ಪ್ರಥಮ ದರ್ಜೆಯಲ್ಲಿ ಉತ್ತೀರ್ಣರಾಗಿದ್ದಾರೆ. 1,99,227 ವಿದ್ಯಾರ್ಥಿಗಳು ದ್ವಿತೀಯ ದರ್ಜೆ ಪಡೆದಿದ್ದಾರೆ. ವಿಜ್ಞಾನ ವಿಭಾಗದಲ್ಲಿ ಶೇ.82.54, ವಾಣಿಜ್ಯ ವಿಭಾಗದಲ್ಲಿ ಶೇ.76.07 ಹಾಗೂ ಕಲಾ ವಿಭಾಗದಲ್ಲಿ ಶೇ.53.29 ರಷ್ಟು ಫಲಿತಾಂಶ ಬಂದಿದೆ. <box>38 1504 286 1584</box>
governor-headline-line1: ರಾಜ್ಯ ಸಚಿವ ಸಂಪುಟದ ಸಲಹೆ ಪ್ರಕಾರ ರಾಜ್ಯಪಾಲರು <box>254 761 734 794</box>
district-result-row <box>642 1416 788 1433</box>
minister-press-photo <box>330 415 640 642</box>
masthead <box>0 29 1540 315</box>
district-percent: 83.31 <box>761 1435 788 1447</box>
district-percent: 69.45 <box>922 1435 949 1447</box>
puc-col1b: ಈ ವರ್ಷ ಪರೀಕ್ಷೆಗೆ ಒಟ್ಟು 6,37,805 ವಿದ್ಯಾರ್ಥಿಗಳು ನೋಂದಾಯಿಸಿಕೊಂಡಿದ್ದರು. ಈ ಪೈಕಿ 4,68,439 ವಿದ್ಯಾರ್ಥಿಗಳು ಉತ್ತೀರ್ಣರಾಗಿದ್ದಾರೆ. ಬಾಲಕಿಯರು ಶೇ.79.29 ಹಾಗೂ ಬಾಲಕರು ಶೇ.67.11 ರಷ್ಟು ಫಲಿತಾಂಶ ಪಡೆದಿದ್ದಾರೆ. <box>38 1433 286 1495</box>
airport-headline: ಬೆಳಗಾವಿ ಅಥವಾ ಹುಬ್ಬಳ್ಳಿಯಲ್ಲಿಯೂ ಅಂತರರಾಷ್ಟ್ರೀಯ ವಿಮಾನ ನಿಲ್ದಾಣ ಮಾಡಲು ಚಿಂತನೆ <box>990 336 1485 389</box>
cmyk-y: Y <box>71 2365 93 2389</box>
divider-v3 <box>960 1267 961 2366</box>
jail-headline-line3: 'ಮಾನಸಿಕ ಅಸ್ವಸ್ಥ' <box>705 1048 816 1070</box>
district-percent: 85.36 <box>761 1418 788 1430</box>
meeting-photo <box>972 400 1503 598</box>
china-footer-stars: ********************************* <box>1134 1650 1342 1666</box>
district-result-row <box>804 1537 949 1554</box>
